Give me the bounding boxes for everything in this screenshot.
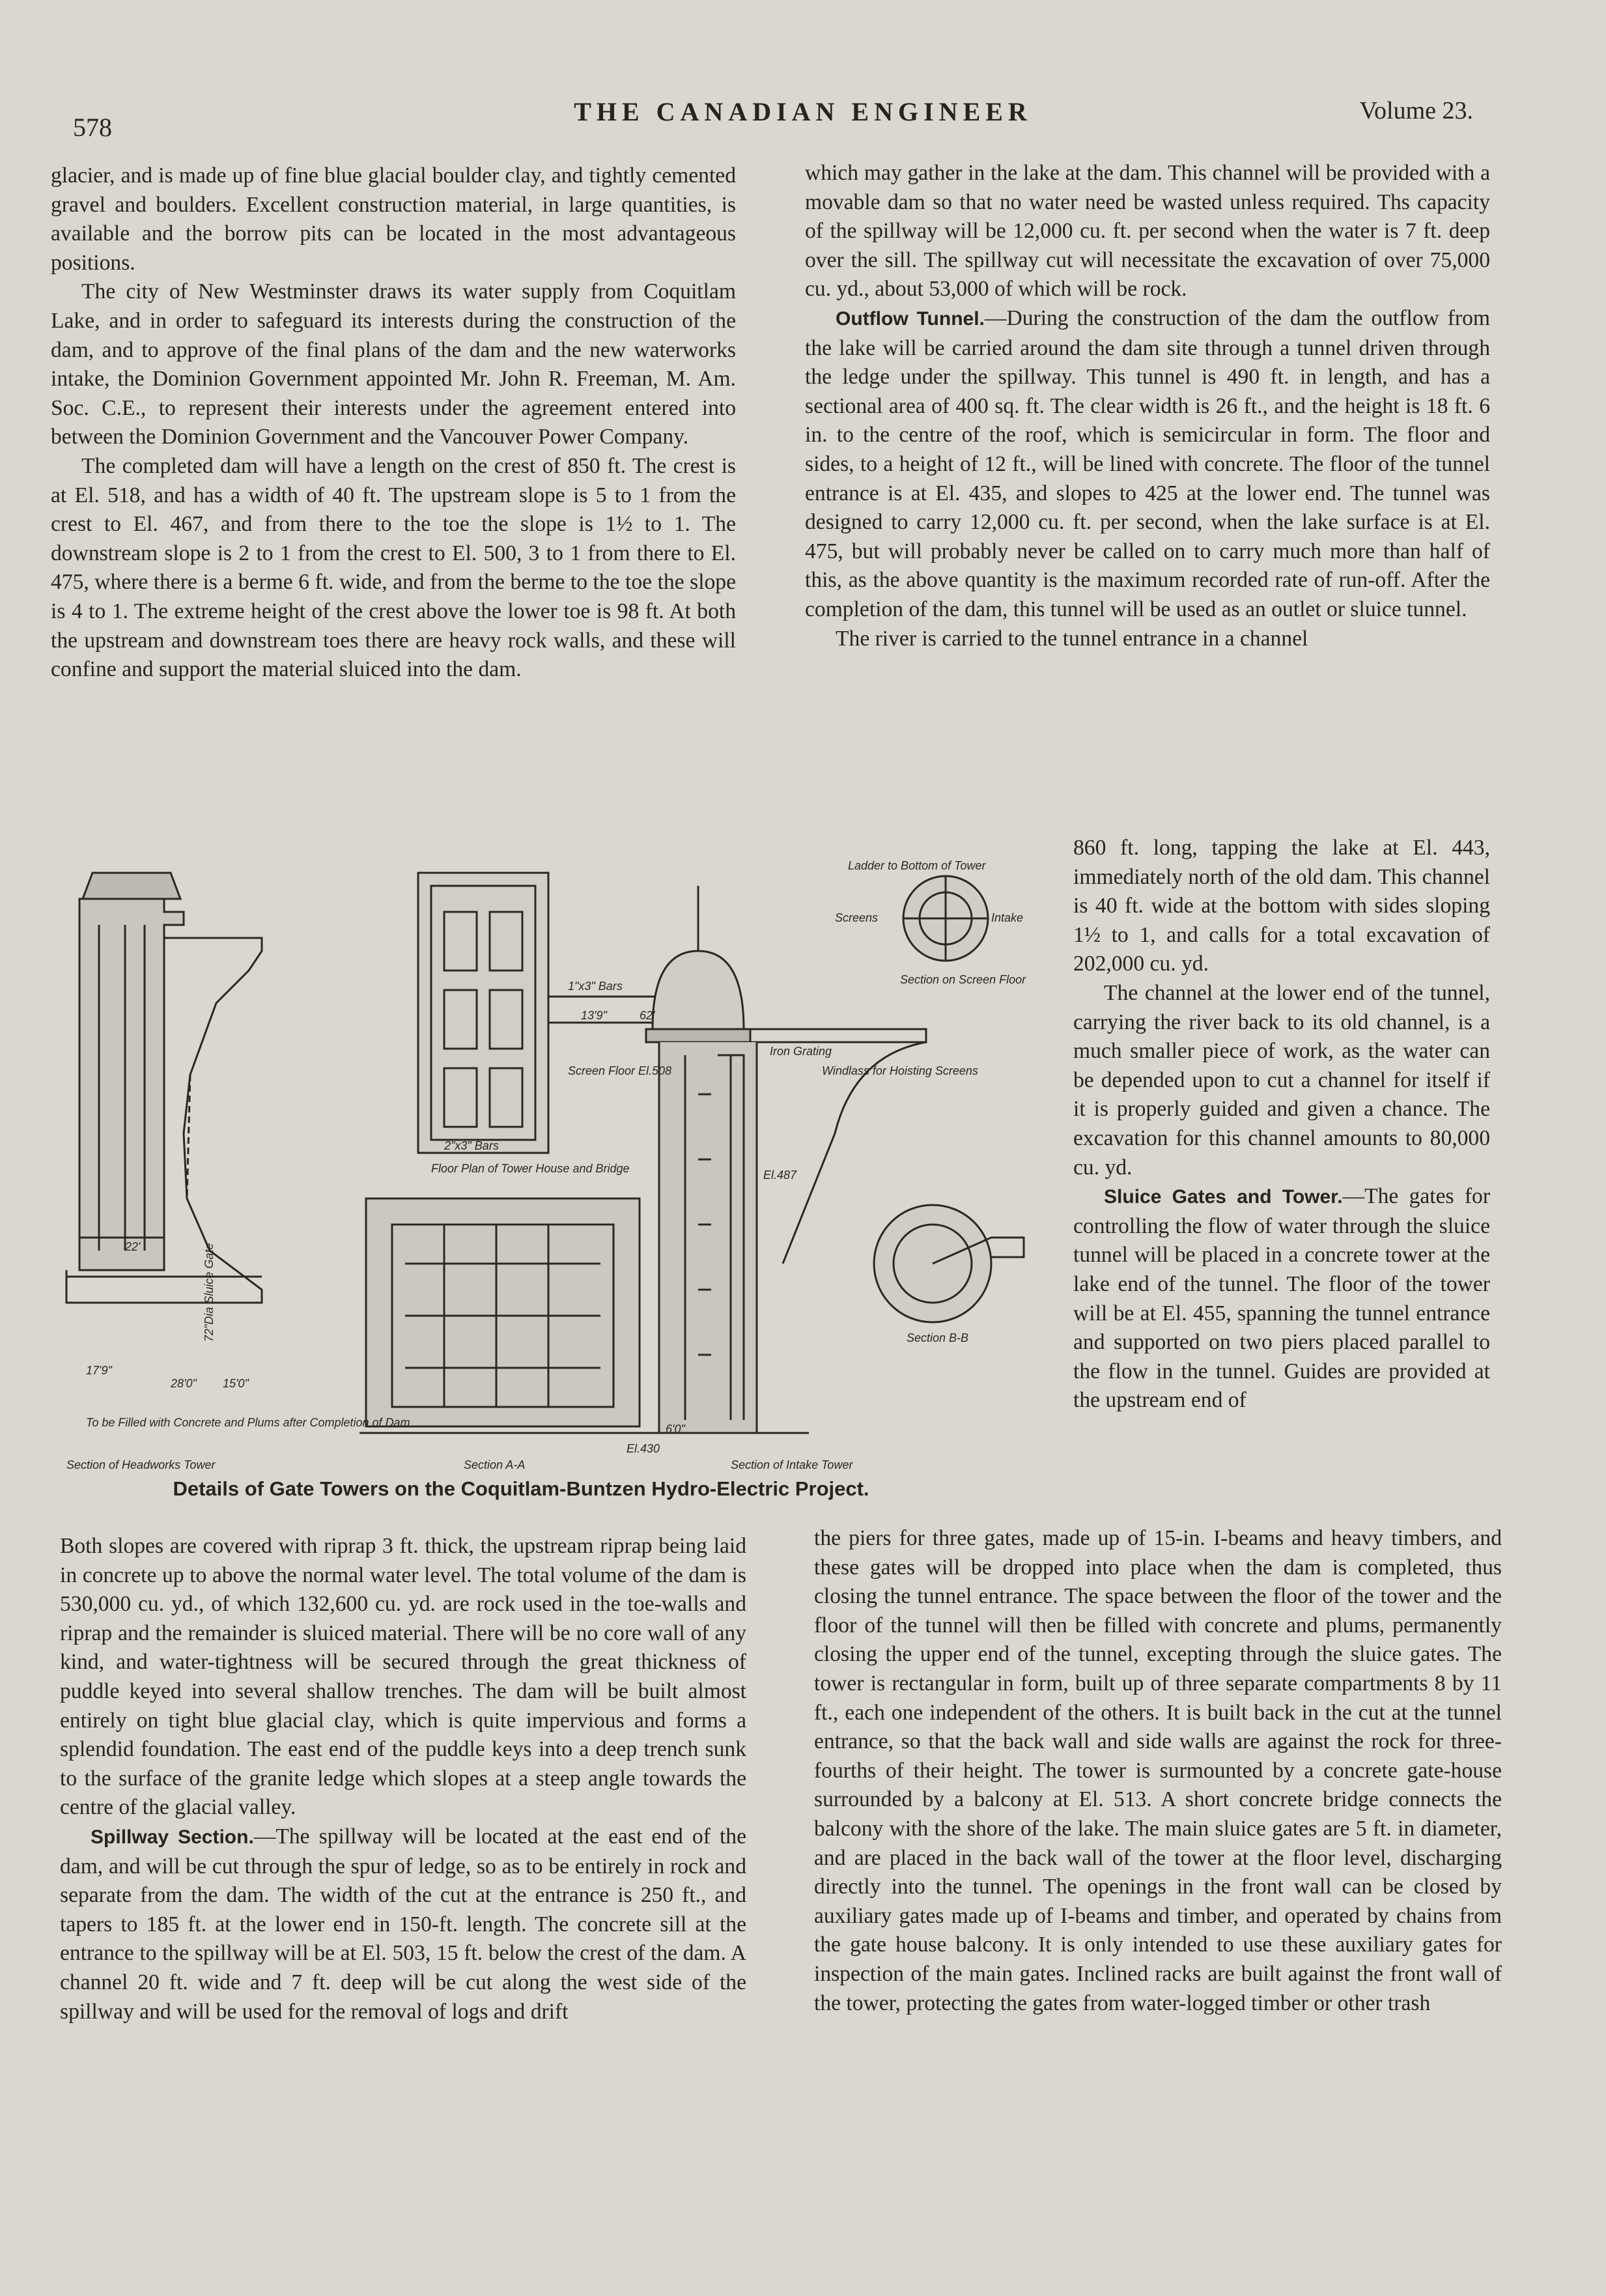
paragraph: 860 ft. long, tapping the lake at El. 443, immediately north of the old dam. This channel is 40 ft. wide at the bottom with sides sloping 1½ to 1, and calls for a total excavation of 202,000 cu. yd. xyxy=(1073,836,1490,976)
label-screen-floor: Screen Floor El.508 xyxy=(568,1064,672,1077)
label-intake-word: Intake xyxy=(991,911,1024,924)
paragraph: Both slopes are covered with riprap 3 ft. thick, the upstream riprap being laid in concrete up to above the normal water level. The total volume of the dam is 530,000 cu. yd., of which 132,600 cu. yd. are rock used in the toe-walls and riprap and the remainder is sluiced material. There will be no core wall of any kind, and water-tightness will be secured through the great thickness of puddle keyed into several shallow trenches. The dam will be built almost entirely on tight blue glacial clay, which is quite impervious and forms a splendid foundation. The east end of the puddle keys into a deep trench sunk to the surface of the granite ledge which slopes at a steep angle towards the centre of the glacial valley. xyxy=(60,1534,746,1820)
label-screens: Screens xyxy=(835,911,879,924)
floor-plan xyxy=(418,873,672,1153)
label-bars2: 2"x3" Bars xyxy=(444,1139,499,1152)
column-right-top xyxy=(805,159,1490,653)
column-left-top xyxy=(51,162,736,685)
label-sluice-gate: 72"Dia Sluice Gate xyxy=(203,1243,216,1342)
label-windlass: Windlass for Hoisting Screens xyxy=(822,1064,978,1077)
label-dim-62: 62' xyxy=(640,1009,655,1022)
volume-label: Volume 23. xyxy=(1359,97,1473,124)
paragraph-text: —The spillway will be located at the east end of the dam, and will be cut through the spur of ledge, so as to be entirely in rock and separate from the dam. The width of the cut at the entrance is 250 ft., and tapers to 185 ft. at the lower end in 150-ft. length. The concrete sill at the entrance to the spillway will be at El. 503, 15 ft. below the crest of the dam. A channel 20 ft. wide and 7 ft. deep will be cut along the west side of the spillway and will be used for the removal of logs and drift xyxy=(60,1824,746,2024)
label-dim-60: 6'0" xyxy=(666,1423,685,1436)
label-section-bb: Section B-B xyxy=(907,1331,969,1344)
label-floor-plan: Floor Plan of Tower House and Bridge xyxy=(431,1162,630,1175)
journal-title: THE CANADIAN ENGINEER xyxy=(574,97,1032,126)
intake-tower-section xyxy=(627,886,926,1433)
label-iron-grating: Iron Grating xyxy=(770,1045,832,1058)
section-heading-outflow: Outflow Tunnel. xyxy=(836,307,985,330)
paragraph xyxy=(60,1822,746,2026)
paragraph xyxy=(1073,1182,1490,1415)
column-left-bottom xyxy=(60,1532,746,2026)
paragraph: The river is carried to the tunnel entrance in a channel xyxy=(836,626,1308,651)
paragraph-text: —The gates for controlling the flow of water through the sluice tunnel will be placed in a concrete tower at the lake end of the tunnel. The floor of the tower will be at El. 455, spanning the tunnel entrance and supported on two piers placed parallel to the flow in the tunnel. Guides are provided at the upstream end of xyxy=(1073,1184,1491,1413)
label-headworks: Section of Headworks Tower xyxy=(66,1458,216,1471)
page-number: 578 xyxy=(73,113,112,142)
figure-caption: Details of Gate Towers on the Coquitlam-Buntzen Hydro-Electric Project. xyxy=(173,1477,869,1500)
label-dim-280: 28'0" xyxy=(171,1377,197,1390)
label-dim-150: 15'0" xyxy=(223,1377,249,1390)
screen-floor-section xyxy=(903,876,988,961)
gate-tower-drawings xyxy=(53,860,1043,1472)
headworks-tower-section xyxy=(66,873,262,1303)
paragraph: the piers for three gates, made up of 15-in. I-beams and heavy timbers, and these gates will be dropped into place when the dam is completed, thus closing the tunnel entrance. The space between the floor of the tower and the floor of the tunnel will then be filled with concrete and plums, permanently closing the upper end of the tunnel, excepting through the sluice gates. The tower is rectangular in form, built up of three separate compartments 8 by 11 ft., each one independent of the others. It is built back in the cut at the tunnel entrance, so that the back wall and side walls are against the rock for three-fourths of their height. The tower is surmounted by a concrete gate-house surrounded by a balcony at El. 513. A short concrete bridge connects the balcony with the shore of the lake. The main sluice gates are 5 ft. in diameter, and are placed in the back wall of the tower at the floor level, discharging directly into the tunnel. The openings in the front wall can be closed by auxiliary gates made up of I-beams and timber, and operated by chains from the gate house balcony. It is only intended to use these auxiliary gates for inspection of the main gates. Inclined racks are built against the front wall of the tower, protecting the gates from water-logged timber or other trash xyxy=(814,1526,1502,2015)
paragraph-text: —During the construction of the dam the outflow from the lake will be carried around the dam site through a tunnel driven through the ledge under the spillway. This tunnel is 490 ft. in length, and has a sectional area of 400 sq. ft. The clear width is 26 ft., and the height is 18 ft. 6 in. to the centre of the roof, which is semicircular in form. The floor and sides, to a height of 12 ft., will be lined with concrete. The floor of the tunnel entrance is at El. 435, and slopes to 425 at the lower end. The tunnel was designed to carry 12,000 cu. ft. per second, when the lake surface is at El. 475, but will probably never be called on to carry much more than half of this, as the above quantity is the maximum recorded rate of run-off. After the completion of the dam, this tunnel will be used as an outlet or sluice tunnel. xyxy=(805,305,1490,621)
section-bb xyxy=(874,1205,1024,1322)
paragraph: The completed dam will have a length on the crest of 850 ft. The crest is at El. 518, and has a width of 40 ft. The upstream slope is 5 to 1 from the crest to El. 467, and from there to the toe the slope is 1½ to 1. The downstream slope is 2 to 1 from the crest to El. 500, 3 to 1 from there to El. 475, where there is a berme 6 ft. wide, and from the berme to the toe the slope is 4 to 1. The extreme height of the crest above the lower toe is 98 ft. At both the upstream and downstream toes there are heavy rock walls, and these will confine and support the material sluiced into the dam. xyxy=(51,453,736,682)
label-screen-floor-section: Section on Screen Floor xyxy=(900,973,1026,986)
column-right-narrow xyxy=(1073,834,1490,1415)
label-dim-139: 13'9" xyxy=(581,1009,607,1022)
paragraph: The channel at the lower end of the tunnel, carrying the river back to its old channel, is a much smaller piece of work, as the water can be depended upon to cut a channel for itself if it is properly guided and given a chance. The excavation for this channel amounts to 80,000 cu. yd. xyxy=(1073,980,1490,1180)
paragraph: glacier, and is made up of fine blue glacial boulder clay, and tightly cemented gravel and boulders. Excellent construction material, in large quantities, is available and the borrow pits can be located in the most advantageous positions. xyxy=(51,163,736,275)
label-section-aa: Section A-A xyxy=(464,1458,526,1471)
label-fill: To be Filled with Concrete and Plums after Completion of Dam xyxy=(86,1416,410,1429)
paragraph xyxy=(805,304,1490,625)
section-heading-spillway: Spillway Section. xyxy=(91,1826,254,1848)
paragraph: which may gather in the lake at the dam. This channel will be provided with a movable dam so that no water need be wasted unless required. Ths capacity of the spillway will be 12,000 cu. ft. per second when the water is 7 ft. deep over the sill. The spillway cut will necessitate the excavation of over 75,000 cu. yd., about 53,000 of which will be rock. xyxy=(805,161,1490,302)
label-bars1: 1"x3" Bars xyxy=(568,980,623,993)
label-dim-179: 17'9" xyxy=(86,1364,112,1377)
label-intake: Section of Intake Tower xyxy=(731,1458,853,1471)
section-heading-sluice: Sluice Gates and Tower. xyxy=(1104,1186,1343,1208)
column-right-bottom xyxy=(814,1524,1502,2018)
label-el430: El.430 xyxy=(627,1442,660,1455)
paragraph: The city of New Westminster draws its water supply from Coquitlam Lake, and in order to safeguard its interests during the construction of the dam, and to approve of the final plans of the dam and the new waterworks intake, the Dominion Government appointed Mr. John R. Freeman, M. Am. Soc. C.E., to represent their interests under the agreement entered into between the Dominion Government and the Vancouver Power Company. xyxy=(51,279,736,449)
section-aa xyxy=(359,1198,653,1433)
label-ladder: Ladder to Bottom of Tower xyxy=(848,860,986,872)
label-dim-22: 22' xyxy=(125,1240,141,1253)
label-el487: El.487 xyxy=(763,1169,797,1182)
